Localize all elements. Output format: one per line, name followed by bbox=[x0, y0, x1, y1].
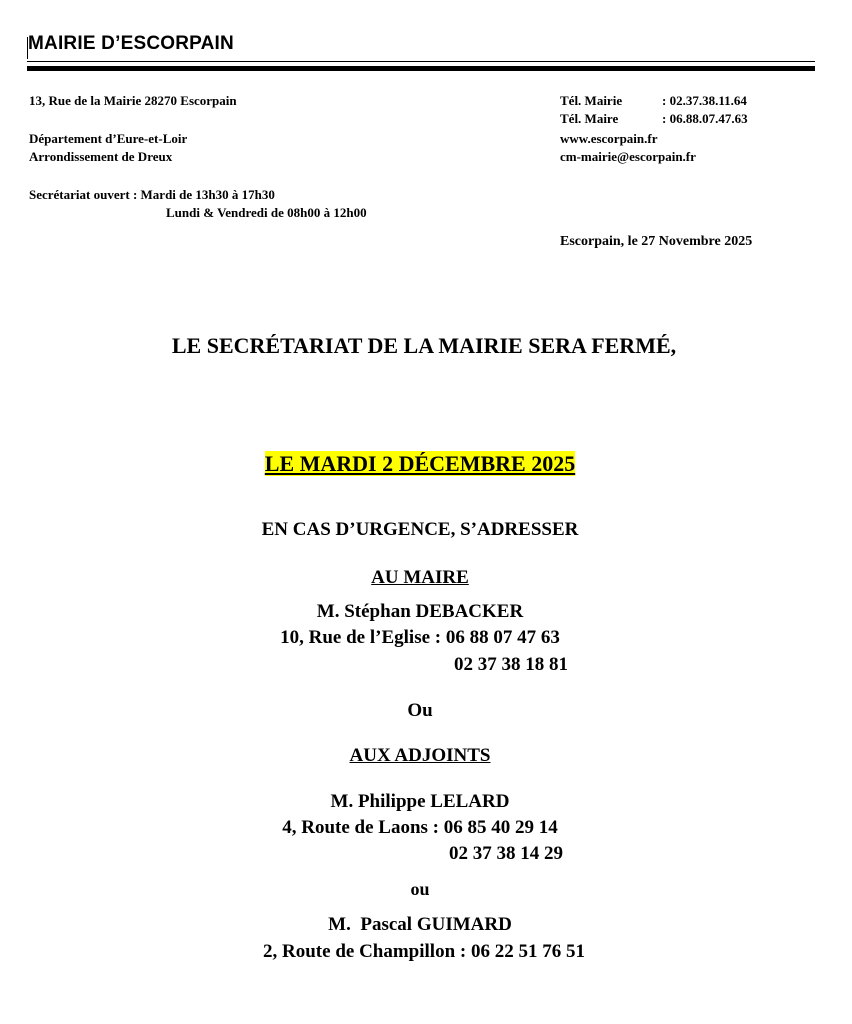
tel-mairie-value: : 02.37.38.11.64 bbox=[662, 93, 747, 108]
tel-maire-value: : 06.88.07.47.63 bbox=[662, 111, 748, 126]
au-maire-heading: AU MAIRE bbox=[371, 567, 469, 588]
tel-mairie-label: Tél. Mairie bbox=[560, 93, 623, 108]
notice-date-wrapper bbox=[0, 451, 846, 477]
urgence-line: EN CAS D’URGENCE, S’ADRESSER bbox=[261, 519, 579, 540]
maire-address: 10, Rue de l’Eglise : 06 88 07 47 63 bbox=[280, 627, 560, 648]
adjoint1-address: 4, Route de Laons : 06 85 40 29 14 bbox=[282, 817, 558, 838]
contact-tel-maire bbox=[560, 111, 748, 127]
au-maire-heading-wrapper bbox=[0, 567, 846, 589]
adjoints-heading-wrapper bbox=[0, 745, 846, 767]
address-street: 13, Rue de la Mairie 28270 Escorpain bbox=[29, 93, 237, 108]
adjoints-heading: AUX ADJOINTS bbox=[349, 745, 491, 766]
contact-email[interactable]: cm-mairie@escorpain.fr bbox=[560, 149, 696, 164]
ou-separator-2: ou bbox=[410, 879, 430, 899]
tel-maire-label: Tél. Maire bbox=[560, 111, 619, 126]
ou-separator-1: Ou bbox=[407, 700, 433, 721]
adjoint2-name: M. Pascal GUIMARD bbox=[328, 914, 512, 935]
address-department: Département d’Eure-et-Loir bbox=[29, 131, 188, 146]
header-rule-thin bbox=[27, 61, 815, 62]
contact-tel-mairie bbox=[560, 93, 747, 109]
opening-hours-line1: Secrétariat ouvert : Mardi de 13h30 à 17h30 bbox=[29, 187, 275, 202]
org-title: MAIRIE D’ESCORPAIN bbox=[28, 33, 234, 54]
adjoint1-name: M. Philippe LELARD bbox=[330, 791, 510, 812]
adjoint2-address: 2, Route de Champillon : 06 22 51 76 51 bbox=[263, 941, 585, 962]
opening-hours-line2: Lundi & Vendredi de 08h00 à 12h00 bbox=[166, 205, 367, 220]
notice-headline: LE SECRÉTARIAT DE LA MAIRIE SERA FERMÉ, bbox=[171, 333, 677, 358]
maire-name: M. Stéphan DEBACKER bbox=[316, 601, 524, 622]
header-rule-thick bbox=[27, 66, 815, 71]
contact-website[interactable]: www.escorpain.fr bbox=[560, 131, 658, 146]
notice-date: LE MARDI 2 DÉCEMBRE 2025 bbox=[264, 451, 576, 476]
adjoint1-phone2: 02 37 38 14 29 bbox=[449, 843, 563, 864]
address-arrondissement: Arrondissement de Dreux bbox=[29, 149, 173, 164]
date-line: Escorpain, le 27 Novembre 2025 bbox=[560, 234, 753, 249]
maire-phone2: 02 37 38 18 81 bbox=[454, 654, 568, 675]
